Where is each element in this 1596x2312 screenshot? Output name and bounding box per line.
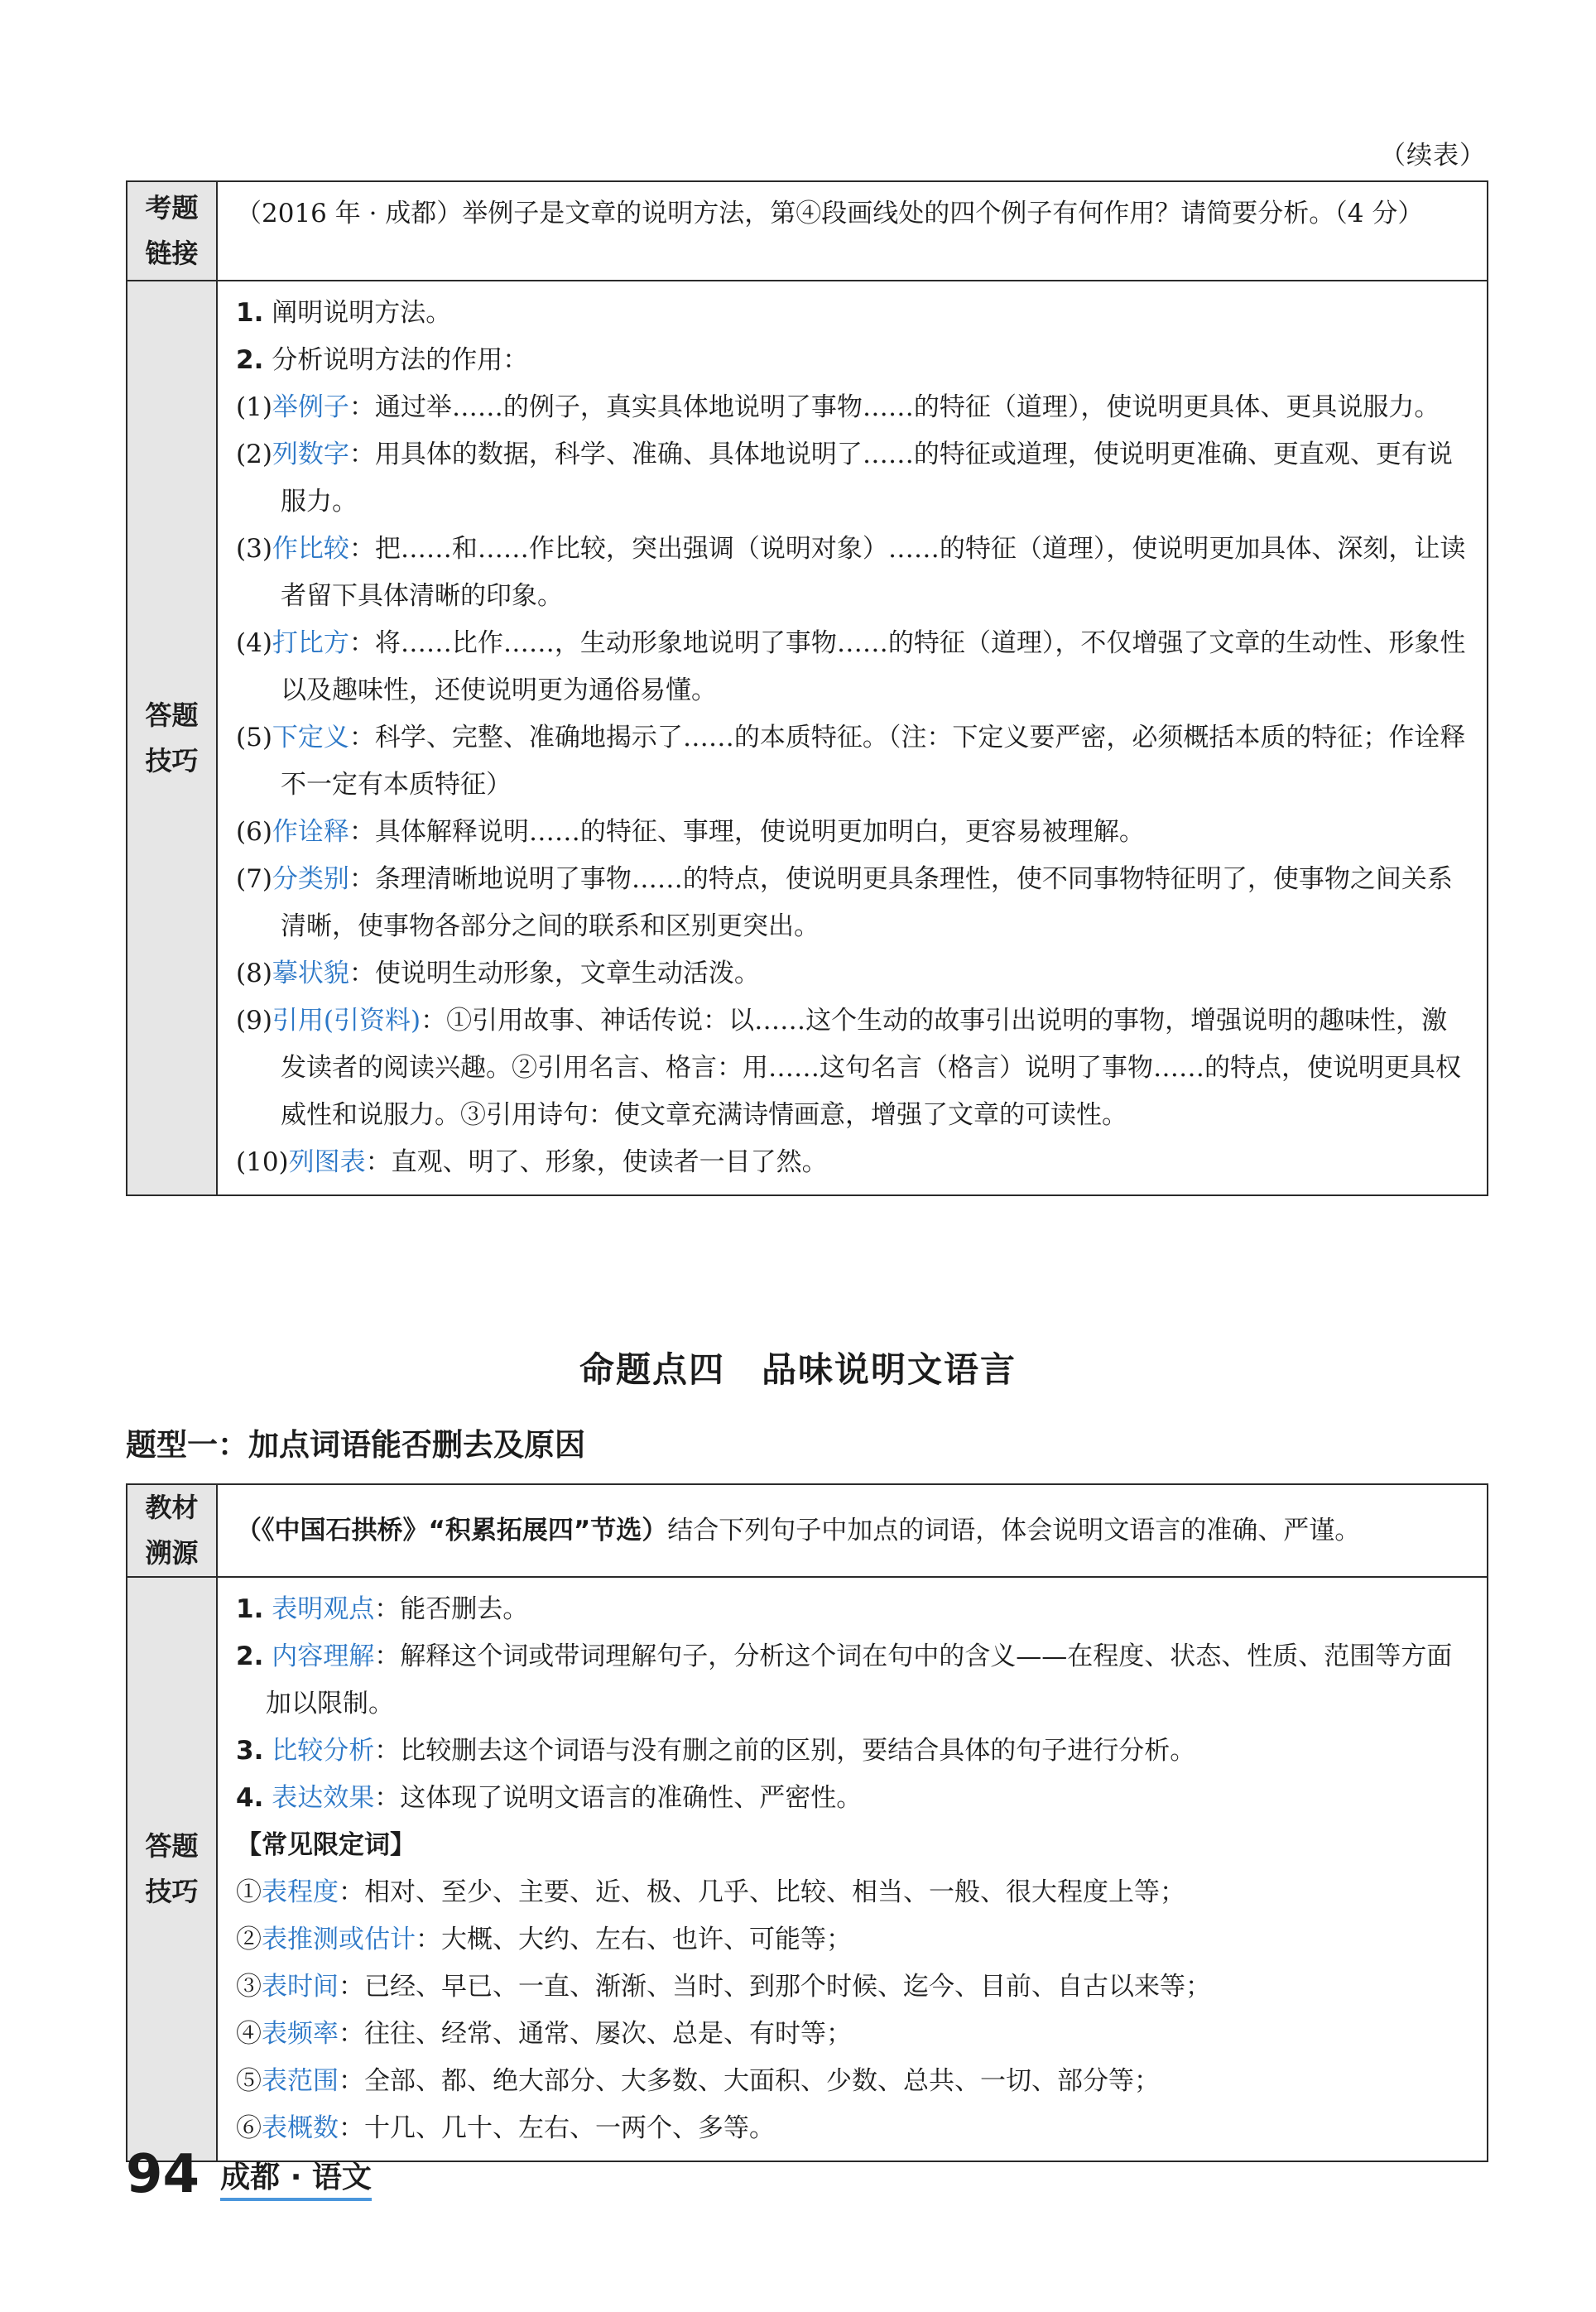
answer-tips-row xyxy=(127,281,1488,1195)
qualifier-number: ① xyxy=(236,1877,262,1907)
method-item xyxy=(236,431,1472,526)
qualifier-number: ② xyxy=(236,1925,262,1954)
section-title: 命题点四 品味说明文语言 xyxy=(579,1349,1017,1390)
method-text: ：①引用故事、神话传说：以……这个生动的故事引出说明的事物，增强说明的趣味性，激发读者的阅读兴趣。②引用名言、格言：用……这句名言（格言）说明了事物……的特点，使说明更具权威性和说服力。③引用诗句：使文章充满诗情画意，增强了文章的可读性。 xyxy=(281,1006,1461,1130)
method-item xyxy=(236,384,1472,431)
step-item xyxy=(236,1728,1472,1775)
label-line: 技巧 xyxy=(145,1876,199,1907)
qualifier-item xyxy=(236,1869,1472,1916)
step-text: ：解释这个词或带词理解句子，分析这个词在句中的含义——在程度、状态、性质、范围等方面加以限制。 xyxy=(266,1641,1453,1718)
method-number: (2) xyxy=(236,440,272,469)
step-text: 阐明说明方法。 xyxy=(272,298,452,328)
method-number: (6) xyxy=(236,817,272,847)
step-item xyxy=(236,1586,1472,1633)
qualifier-keyword: 表频率 xyxy=(262,2019,339,2049)
answer-tips-content xyxy=(217,281,1488,1195)
qualifier-number: ③ xyxy=(236,1972,262,2002)
method-item xyxy=(236,620,1472,714)
method-text: ：科学、完整、准确地揭示了……的本质特征。（注：下定义要严密，必须概括本质的特征；作诠释不一定有本质特征） xyxy=(281,723,1466,800)
step-number: 2. xyxy=(236,1641,264,1671)
step-number: 3. xyxy=(236,1736,264,1766)
answer-tips-row xyxy=(127,1577,1488,2161)
answer-tips-label xyxy=(127,1577,217,2161)
method-text: ：用具体的数据，科学、准确、具体地说明了……的特征或道理，使说明更准确、更直观、更有说服力。 xyxy=(281,440,1453,517)
method-text: ：条理清晰地说明了事物……的特点，使说明更具条理性，使不同事物特征明了，使事物之间关系清晰，使事物各部分之间的联系和区别更突出。 xyxy=(281,864,1453,941)
method-number: (4) xyxy=(236,628,272,658)
method-keyword: 作比较 xyxy=(272,534,349,564)
label-line: 答题 xyxy=(145,699,199,731)
step-keyword: 表明观点 xyxy=(272,1594,375,1624)
exam-link-row xyxy=(127,181,1488,281)
method-keyword: 列图表 xyxy=(288,1147,366,1177)
book-label: 成都 · 语文 xyxy=(220,2161,372,2201)
exam-link-text xyxy=(217,181,1488,281)
step-number: 1. xyxy=(236,298,264,328)
label-line: 答题 xyxy=(145,1830,199,1862)
method-item xyxy=(236,997,1472,1139)
step-item xyxy=(236,1633,1472,1728)
step-item xyxy=(236,1775,1472,1822)
method-keyword: 摹状貌 xyxy=(272,959,349,988)
exam-question: （2016 年 · 成都）举例子是文章的说明方法，第④段画线处的四个例子有何作用？请简要分析。（4 分） xyxy=(236,199,1424,228)
step-item xyxy=(236,337,1472,384)
qualifier-keyword: 表时间 xyxy=(262,1972,339,2002)
step-text: ：能否删去。 xyxy=(374,1594,529,1624)
qualifier-item xyxy=(236,2105,1472,2152)
method-text: ：具体解释说明……的特征、事理，使说明更加明白，更容易被理解。 xyxy=(349,817,1145,847)
label-line: 溯源 xyxy=(145,1537,199,1569)
method-text: ：将……比作……，生动形象地说明了事物……的特征（道理），不仅增强了文章的生动性、形象性以及趣味性，还使说明更为通俗易懂。 xyxy=(281,628,1466,705)
step-text: ：这体现了说明文语言的准确性、严密性。 xyxy=(374,1783,863,1813)
step-keyword: 内容理解 xyxy=(272,1641,375,1671)
method-keyword: 列数字 xyxy=(272,440,349,469)
method-item xyxy=(236,526,1472,620)
answer-tips-label xyxy=(127,281,217,1195)
answer-tips-table-2 xyxy=(126,1483,1488,2162)
label-line: 教材 xyxy=(145,1492,199,1523)
step-keyword: 表达效果 xyxy=(272,1783,375,1813)
continued-table-note: （续表） xyxy=(1380,141,1486,171)
qualifier-text: ：全部、都、绝大部分、大多数、大面积、少数、总共、一切、部分等； xyxy=(339,2066,1160,2096)
method-item xyxy=(236,856,1472,950)
method-text: ：直观、明了、形象，使读者一目了然。 xyxy=(365,1147,828,1177)
method-item xyxy=(236,809,1472,856)
qualifier-item xyxy=(236,2011,1472,2058)
source-reference: （《中国石拱桥》“积累拓展四”节选） xyxy=(236,1515,668,1545)
method-text: ：把……和……作比较，突出强调（说明对象）……的特征（道理），使说明更加具体、深刻，让读者留下具体清晰的印象。 xyxy=(281,534,1466,611)
method-text: ：通过举……的例子，真实具体地说明了事物……的特征（道理），使说明更具体、更具说服力。 xyxy=(349,392,1440,422)
step-number: 4. xyxy=(236,1783,264,1813)
common-qualifiers-title: 【常见限定词】 xyxy=(236,1830,416,1860)
label-line: 考题 xyxy=(145,192,199,224)
step-number: 1. xyxy=(236,1594,264,1624)
qualifier-keyword: 表程度 xyxy=(262,1877,339,1907)
method-number: (5) xyxy=(236,723,272,752)
answer-tips-content xyxy=(217,1577,1488,2161)
qualifier-keyword: 表范围 xyxy=(262,2066,339,2096)
method-keyword: 打比方 xyxy=(272,628,349,658)
step-text: 分析说明方法的作用： xyxy=(272,345,529,375)
method-number: (3) xyxy=(236,534,272,564)
qualifier-number: ④ xyxy=(236,2019,262,2049)
method-keyword: 引用(引资料) xyxy=(272,1006,421,1036)
method-item xyxy=(236,714,1472,809)
page-number: 94 xyxy=(126,2144,200,2205)
method-item xyxy=(236,950,1472,997)
question-type-heading: 题型一：加点词语能否删去及原因 xyxy=(126,1427,585,1463)
label-line: 技巧 xyxy=(145,744,199,776)
textbook-source-label xyxy=(127,1484,217,1577)
textbook-source-text xyxy=(217,1484,1488,1577)
method-keyword: 下定义 xyxy=(272,723,349,752)
qualifier-keyword: 表推测或估计 xyxy=(262,1925,416,1954)
qualifier-number: ⑤ xyxy=(236,2066,262,2096)
step-keyword: 比较分析 xyxy=(272,1736,375,1766)
method-item xyxy=(236,1139,1472,1186)
label-line: 链接 xyxy=(145,238,199,269)
qualifier-keyword: 表概数 xyxy=(262,2113,339,2143)
qualifier-item xyxy=(236,1964,1472,2011)
method-number: (7) xyxy=(236,864,272,894)
method-keyword: 分类别 xyxy=(272,864,349,894)
method-keyword: 作诠释 xyxy=(272,817,349,847)
method-number: (9) xyxy=(236,1006,272,1036)
method-keyword: 举例子 xyxy=(272,392,349,422)
qualifier-text: ：往往、经常、通常、屡次、总是、有时等； xyxy=(339,2019,852,2049)
qualifier-text: ：相对、至少、主要、近、极、几乎、比较、相当、一般、很大程度上等； xyxy=(339,1877,1185,1907)
answer-tips-table-1 xyxy=(126,180,1488,1196)
method-number: (10) xyxy=(236,1147,289,1177)
method-number: (1) xyxy=(236,392,272,422)
step-number: 2. xyxy=(236,345,264,375)
page-footer xyxy=(126,2144,372,2205)
step-item xyxy=(236,290,1472,337)
qualifier-item xyxy=(236,2058,1472,2105)
source-instruction: 结合下列句子中加点的词语，体会说明文语言的准确、严谨。 xyxy=(667,1515,1361,1545)
qualifier-text: ：大概、大约、左右、也许、可能等； xyxy=(416,1925,852,1954)
qualifier-text: ：十几、几十、左右、一两个、多等。 xyxy=(339,2113,775,2143)
qualifier-text: ：已经、早已、一直、渐渐、当时、到那个时候、迄今、目前、自古以来等； xyxy=(339,1972,1211,2002)
qualifier-number: ⑥ xyxy=(236,2113,262,2143)
method-number: (8) xyxy=(236,959,272,988)
method-text: ：使说明生动形象，文章生动活泼。 xyxy=(349,959,760,988)
qualifier-item xyxy=(236,1916,1472,1964)
textbook-source-row xyxy=(127,1484,1488,1577)
exam-link-label xyxy=(127,181,217,281)
step-text: ：比较删去这个词语与没有删之前的区别，要结合具体的句子进行分析。 xyxy=(374,1736,1196,1766)
